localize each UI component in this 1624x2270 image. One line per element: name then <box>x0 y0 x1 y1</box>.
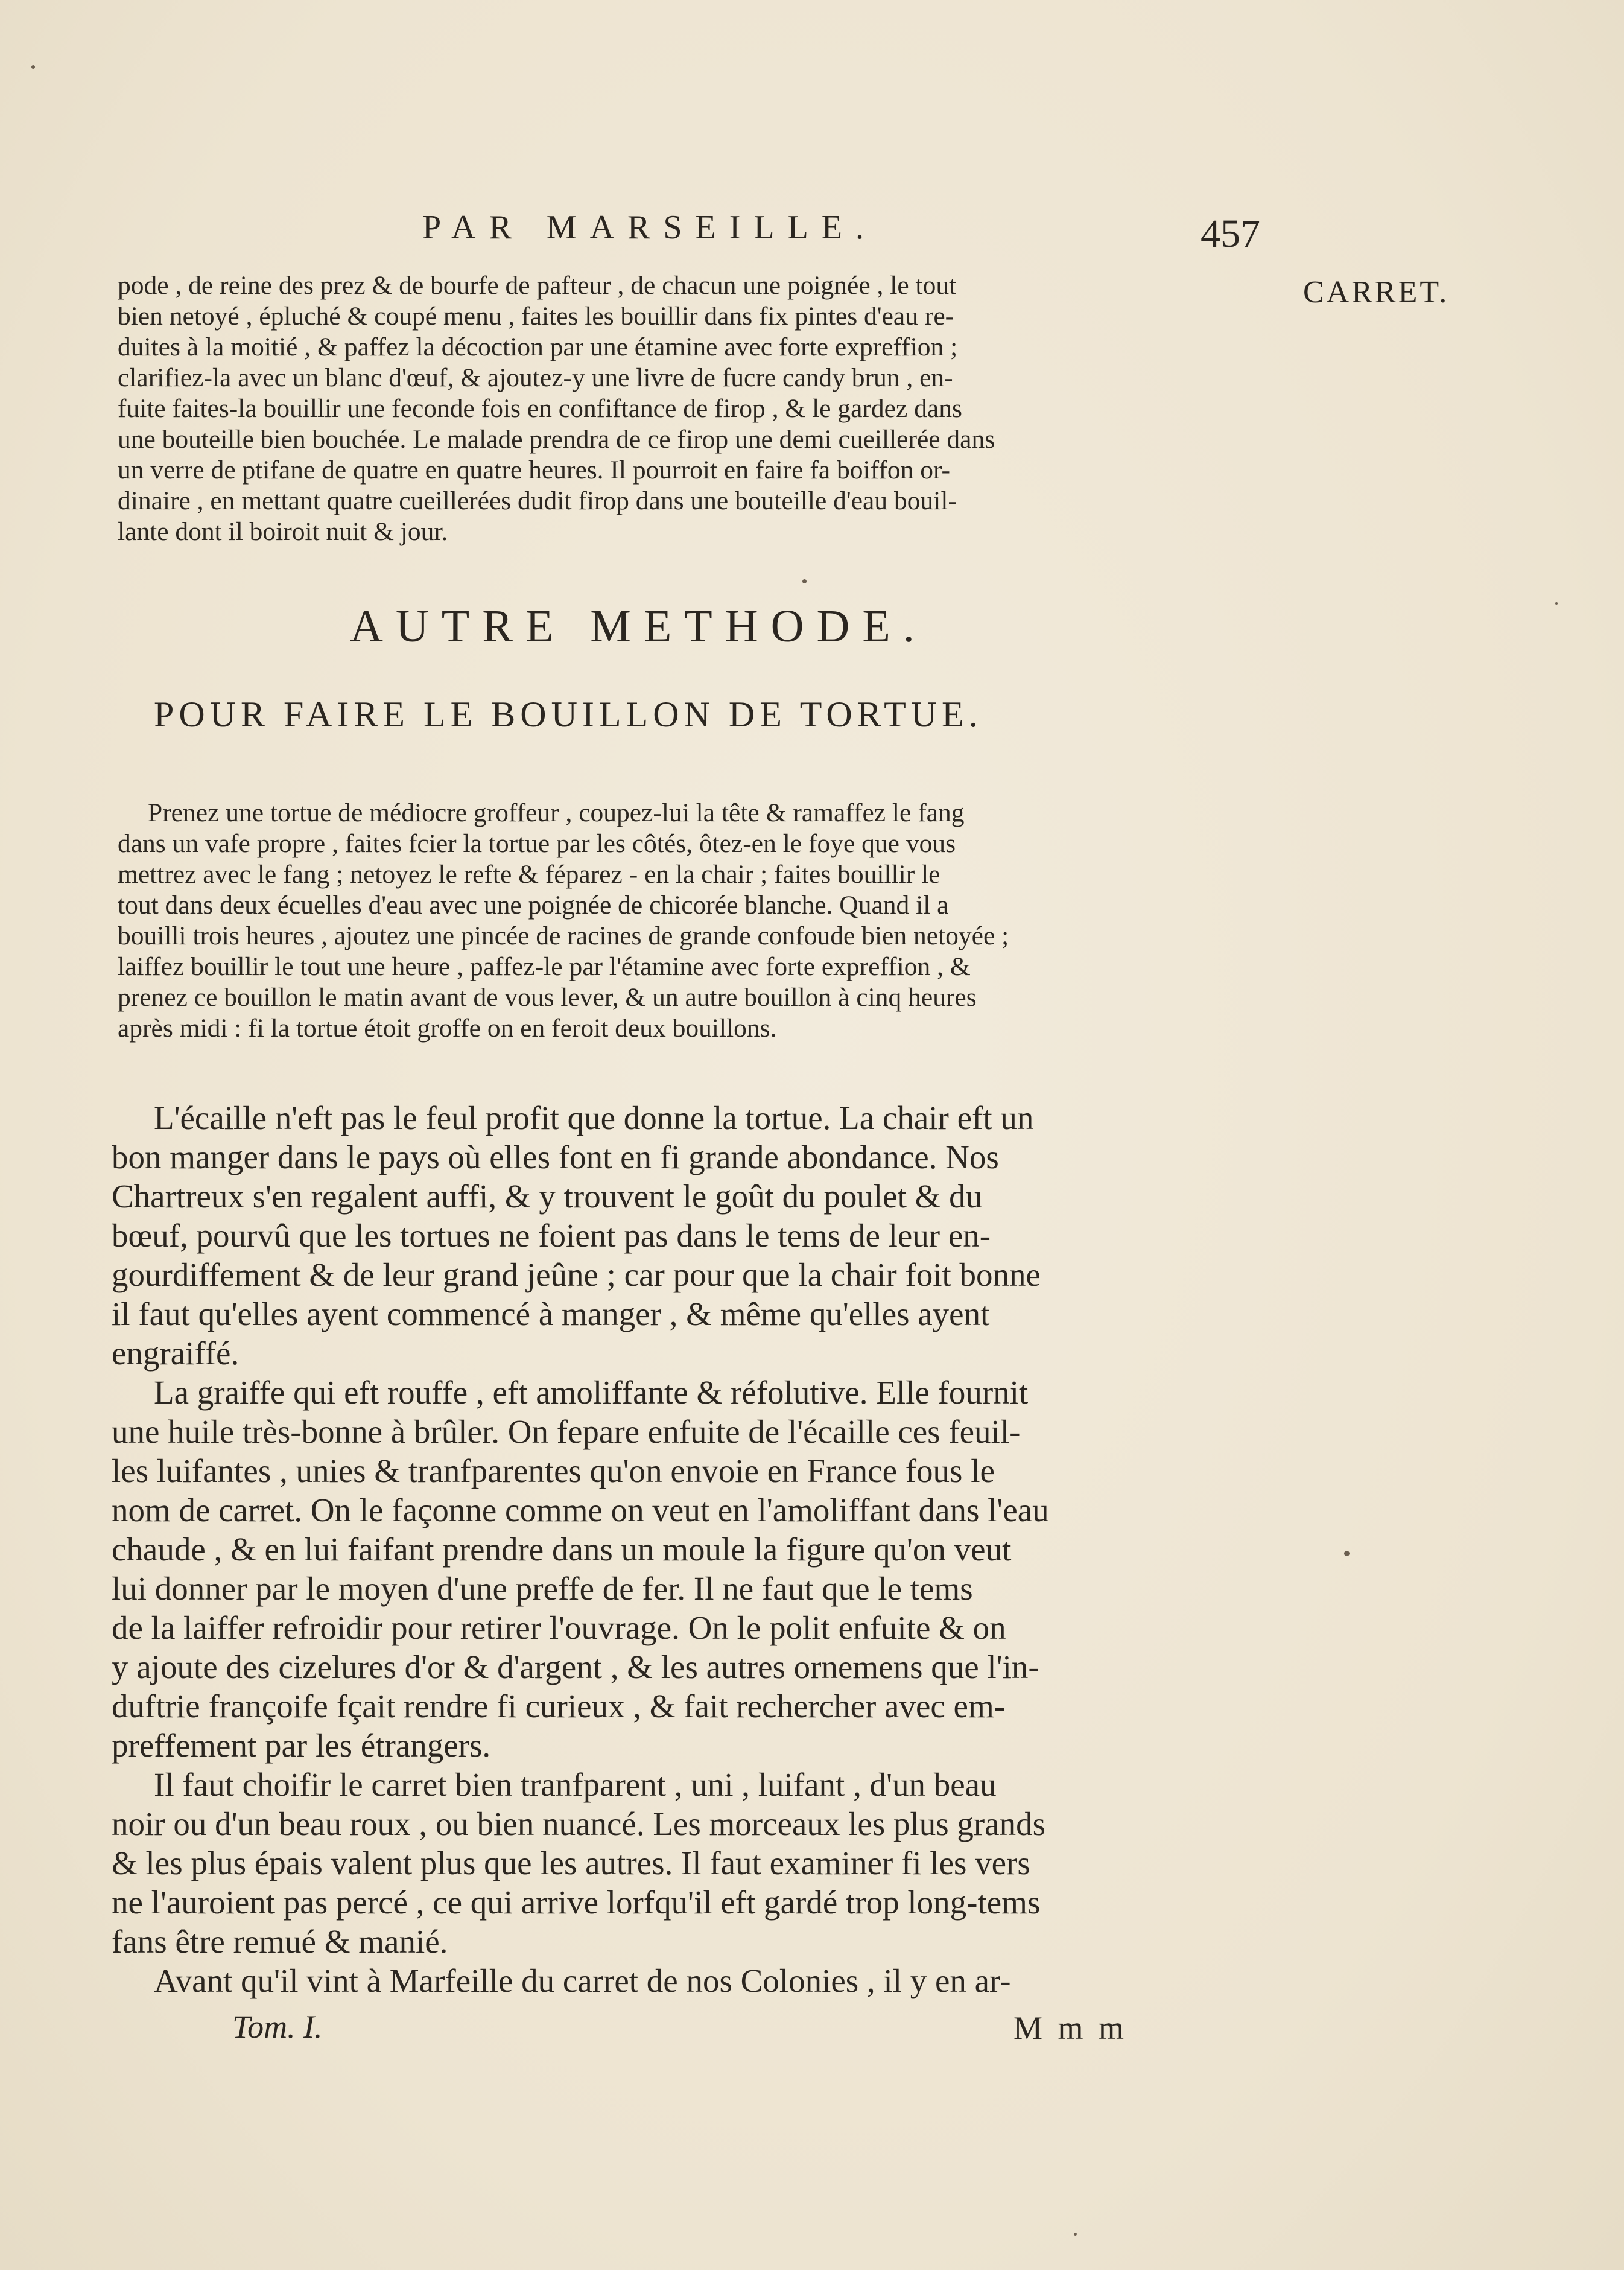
text-line: & les plus épais valent plus que les autres. Il faut examiner fi les vers <box>112 1845 1030 1881</box>
text-line: duftrie françoife fçait rendre fi curieux , & fait rechercher avec em- <box>112 1688 1006 1725</box>
text-line: engraiffé. <box>112 1335 239 1372</box>
volume-marker: Tom. I. <box>232 2009 323 2045</box>
running-title: PAR MARSEILLE. <box>422 209 878 246</box>
text-line: preffement par les étrangers. <box>112 1727 491 1764</box>
text-line: bon manger dans le pays où elles font en fi grande abondance. Nos <box>112 1139 999 1175</box>
text-line: chaude , & en lui faifant prendre dans un moule la figure qu'on veut <box>112 1531 1012 1568</box>
text-line: les luifantes , unies & tranfparentes qu'on envoie en France fous le <box>112 1452 995 1489</box>
paper-speck <box>1074 2233 1077 2236</box>
text-line: Il faut choifir le carret bien tranfparent , uni , luifant , d'un beau <box>154 1766 997 1803</box>
text-line: après midi : fi la tortue étoit groffe on en feroit deux bouillons. <box>118 1014 777 1043</box>
text-line: mettrez avec le fang ; netoyez le refte & féparez - en la chair ; faites bouillir le <box>118 860 940 889</box>
text-line: duites à la moitié , & paffez la décoction par une étamine avec forte expreffion ; <box>118 332 958 361</box>
text-line: dinaire , en mettant quatre cueillerées dudit firop dans une bouteille d'eau bouil- <box>118 486 957 515</box>
recipe-text <box>118 798 1267 1044</box>
text-line: fans être remué & manié. <box>112 1923 448 1960</box>
section-title: AUTRE METHODE. <box>350 601 927 652</box>
text-line: gourdiffement & de leur grand jeûne ; car pour que la chair foit bonne <box>112 1256 1041 1293</box>
paper-speck <box>802 579 807 583</box>
text-line: dans un vafe propre , faites fcier la tortue par les côtés, ôtez-en le foye que vous <box>118 829 956 858</box>
text-line: bœuf, pourvû que les tortues ne foient pas dans le tems de leur en- <box>112 1217 991 1254</box>
text-line: une bouteille bien bouchée. Le malade prendra de ce firop une demi cueillerée dans <box>118 425 995 454</box>
paper-speck <box>1344 1551 1350 1556</box>
text-line: ne l'auroient pas percé , ce qui arrive lorfqu'il eft gardé trop long-tems <box>112 1884 1041 1921</box>
paper-speck <box>31 65 35 69</box>
text-line: Prenez une tortue de médiocre groffeur , coupez-lui la tête & ramaffez le fang <box>148 798 965 827</box>
text-line: fuite faites-la bouillir une feconde fois en confiftance de firop , & le gardez dans <box>118 394 962 423</box>
text-line: prenez ce bouillon le matin avant de vous lever, & un autre bouillon à cinq heures <box>118 983 977 1012</box>
section-subtitle: POUR FAIRE LE BOUILLON DE TORTUE. <box>154 695 983 734</box>
text-line: Avant qu'il vint à Marfeille du carret de nos Colonies , il y en ar- <box>154 1962 1011 1999</box>
margin-note: CARRET. <box>1303 275 1450 310</box>
text-line: y ajoute des cizelures d'or & d'argent , & les autres ornemens que l'in- <box>112 1648 1039 1685</box>
recipe-continuation <box>118 270 1267 547</box>
signature-mark: M m m <box>1013 2010 1128 2046</box>
text-line: La graiffe qui eft rouffe , eft amoliffante & réfolutive. Elle fournit <box>154 1374 1029 1411</box>
text-line: de la laiffer refroidir pour retirer l'ouvrage. On le polit enfuite & on <box>112 1609 1006 1646</box>
body-text <box>112 1098 1261 2000</box>
text-line: tout dans deux écuelles d'eau avec une poignée de chicorée blanche. Quand il a <box>118 891 949 920</box>
text-line: Chartreux s'en regalent auffi, & y trouvent le goût du poulet & du <box>112 1178 983 1215</box>
text-line: pode , de reine des prez & de bourfe de pafteur , de chacun une poignée , le tout <box>118 271 957 300</box>
text-line: bien netoyé , épluché & coupé menu , faites les bouillir dans fix pintes d'eau re- <box>118 302 954 331</box>
page-number: 457 <box>1201 212 1260 256</box>
text-line: il faut qu'elles ayent commencé à manger , & même qu'elles ayent <box>112 1296 990 1332</box>
paper-speck <box>1555 602 1558 605</box>
text-line: clarifiez-la avec un blanc d'œuf, & ajoutez-y une livre de fucre candy brun , en- <box>118 363 953 392</box>
text-line: laiffez bouillir le tout une heure , paffez-le par l'étamine avec forte expreffion , & <box>118 952 971 981</box>
text-line: bouilli trois heures , ajoutez une pincée de racines de grande confoude bien netoyée ; <box>118 921 1009 950</box>
text-line: un verre de ptifane de quatre en quatre heures. Il pourroit en faire fa boiffon or- <box>118 456 951 485</box>
text-line: lante dont il boiroit nuit & jour. <box>118 517 448 546</box>
text-line: noir ou d'un beau roux , ou bien nuancé. Les morceaux les plus grands <box>112 1805 1045 1842</box>
text-line: une huile très-bonne à brûler. On fepare enfuite de l'écaille ces feuil- <box>112 1413 1021 1450</box>
text-line: L'écaille n'eft pas le feul profit que donne la tortue. La chair eft un <box>154 1099 1034 1136</box>
text-line: nom de carret. On le façonne comme on veut en l'amoliffant dans l'eau <box>112 1492 1049 1528</box>
text-line: lui donner par le moyen d'une preffe de fer. Il ne faut que le tems <box>112 1570 973 1607</box>
